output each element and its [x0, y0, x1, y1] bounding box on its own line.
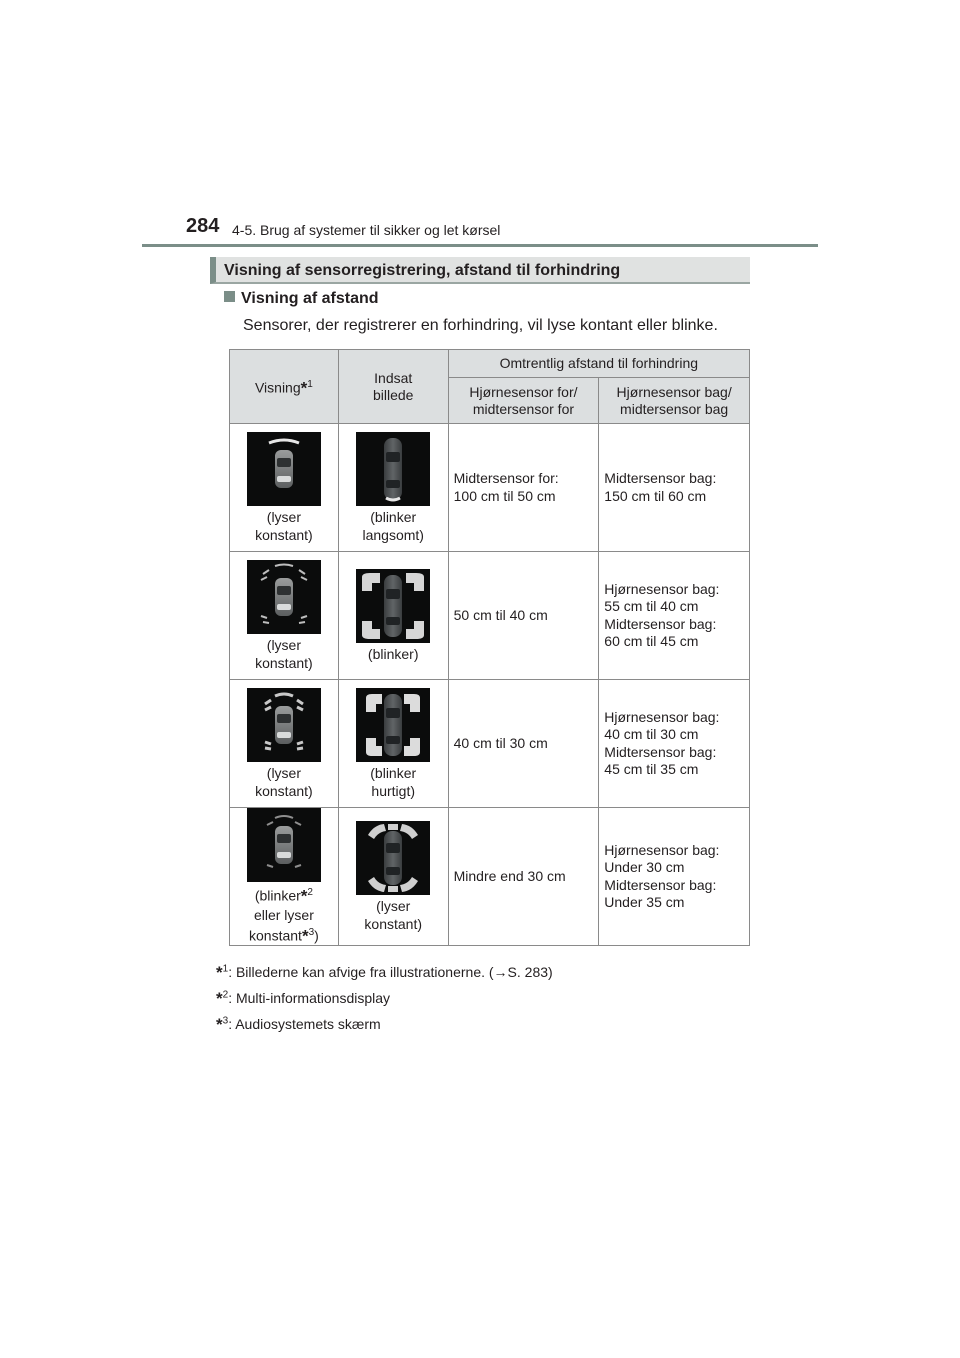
section-title: Visning af sensorregistrering, afstand til forhindring	[210, 257, 750, 284]
front-distance-cell: 50 cm til 40 cm	[448, 552, 599, 680]
square-bullet-icon	[224, 291, 235, 302]
rear-distance-cell: Hjørnesensor bag: 40 cm til 30 cm Midtersensor bag: 45 cm til 35 cm	[599, 680, 750, 808]
rear-distance-cell: Midtersensor bag: 150 cm til 60 cm	[599, 424, 750, 552]
distance-table	[229, 349, 750, 946]
sub-heading-text: Visning af afstand	[241, 290, 379, 307]
footnote-3: *$^3$: Audiosystemets skærm	[216, 1015, 381, 1034]
header-rear-sensor: Hjørnesensor bag/ midtersensor bag	[599, 378, 750, 424]
front-distance-cell: 40 cm til 30 cm	[448, 680, 599, 808]
header-display: Visning*$^1$	[230, 350, 339, 424]
display-caption: (lyser konstant)	[255, 636, 313, 671]
header-inset: Indsat billede	[338, 350, 448, 424]
footnote-2: *$^2$: Multi-informationsdisplay	[216, 989, 391, 1008]
multi-info-display-image	[247, 688, 321, 762]
inset-caption: (blinker hurtigt)	[370, 764, 417, 799]
audio-screen-image	[356, 821, 430, 895]
inset-caption: (blinker langsomt)	[362, 508, 424, 543]
arrow-right-icon: →	[493, 964, 508, 980]
audio-screen-image	[356, 432, 430, 506]
page-number: 284	[186, 215, 220, 237]
rear-distance-cell: Hjørnesensor bag: Under 30 cm Midtersensor bag: Under 35 cm	[599, 808, 750, 946]
audio-screen-image	[356, 688, 430, 762]
intro-text: Sensorer, der registrerer en forhindring, vil lyse kontant eller blinke.	[243, 317, 718, 334]
footnote-1: *$^1$: Billederne kan afvige fra illustrationerne. (→S. 283)	[216, 963, 553, 982]
header-divider	[142, 244, 818, 247]
table-row	[230, 424, 750, 552]
display-caption: (lyser konstant)	[255, 764, 313, 799]
multi-info-display-image	[247, 560, 321, 634]
display-caption: (blinker*$^2$ eller lyser konstant*$^3$)	[249, 886, 319, 946]
display-caption: (lyser konstant)	[255, 508, 313, 543]
sub-heading	[224, 290, 379, 308]
inset-caption: (lyser konstant)	[364, 897, 423, 932]
front-distance-cell: Mindre end 30 cm	[448, 808, 599, 946]
table-row	[230, 680, 750, 808]
header-front-sensor: Hjørnesensor for/ midtersensor for	[448, 378, 599, 424]
table-row	[230, 808, 750, 946]
table-row	[230, 552, 750, 680]
audio-screen-image	[356, 569, 430, 643]
front-distance-cell: Midtersensor for: 100 cm til 50 cm	[448, 424, 599, 552]
inset-caption: (blinker)	[367, 645, 419, 662]
rear-distance-cell: Hjørnesensor bag: 55 cm til 40 cm Midtersensor bag: 60 cm til 45 cm	[599, 552, 750, 680]
breadcrumb: 4-5. Brug af systemer til sikker og let kørsel	[232, 222, 501, 238]
multi-info-display-image	[247, 808, 321, 882]
header-distance: Omtrentlig afstand til forhindring	[448, 350, 749, 378]
multi-info-display-image	[247, 432, 321, 506]
